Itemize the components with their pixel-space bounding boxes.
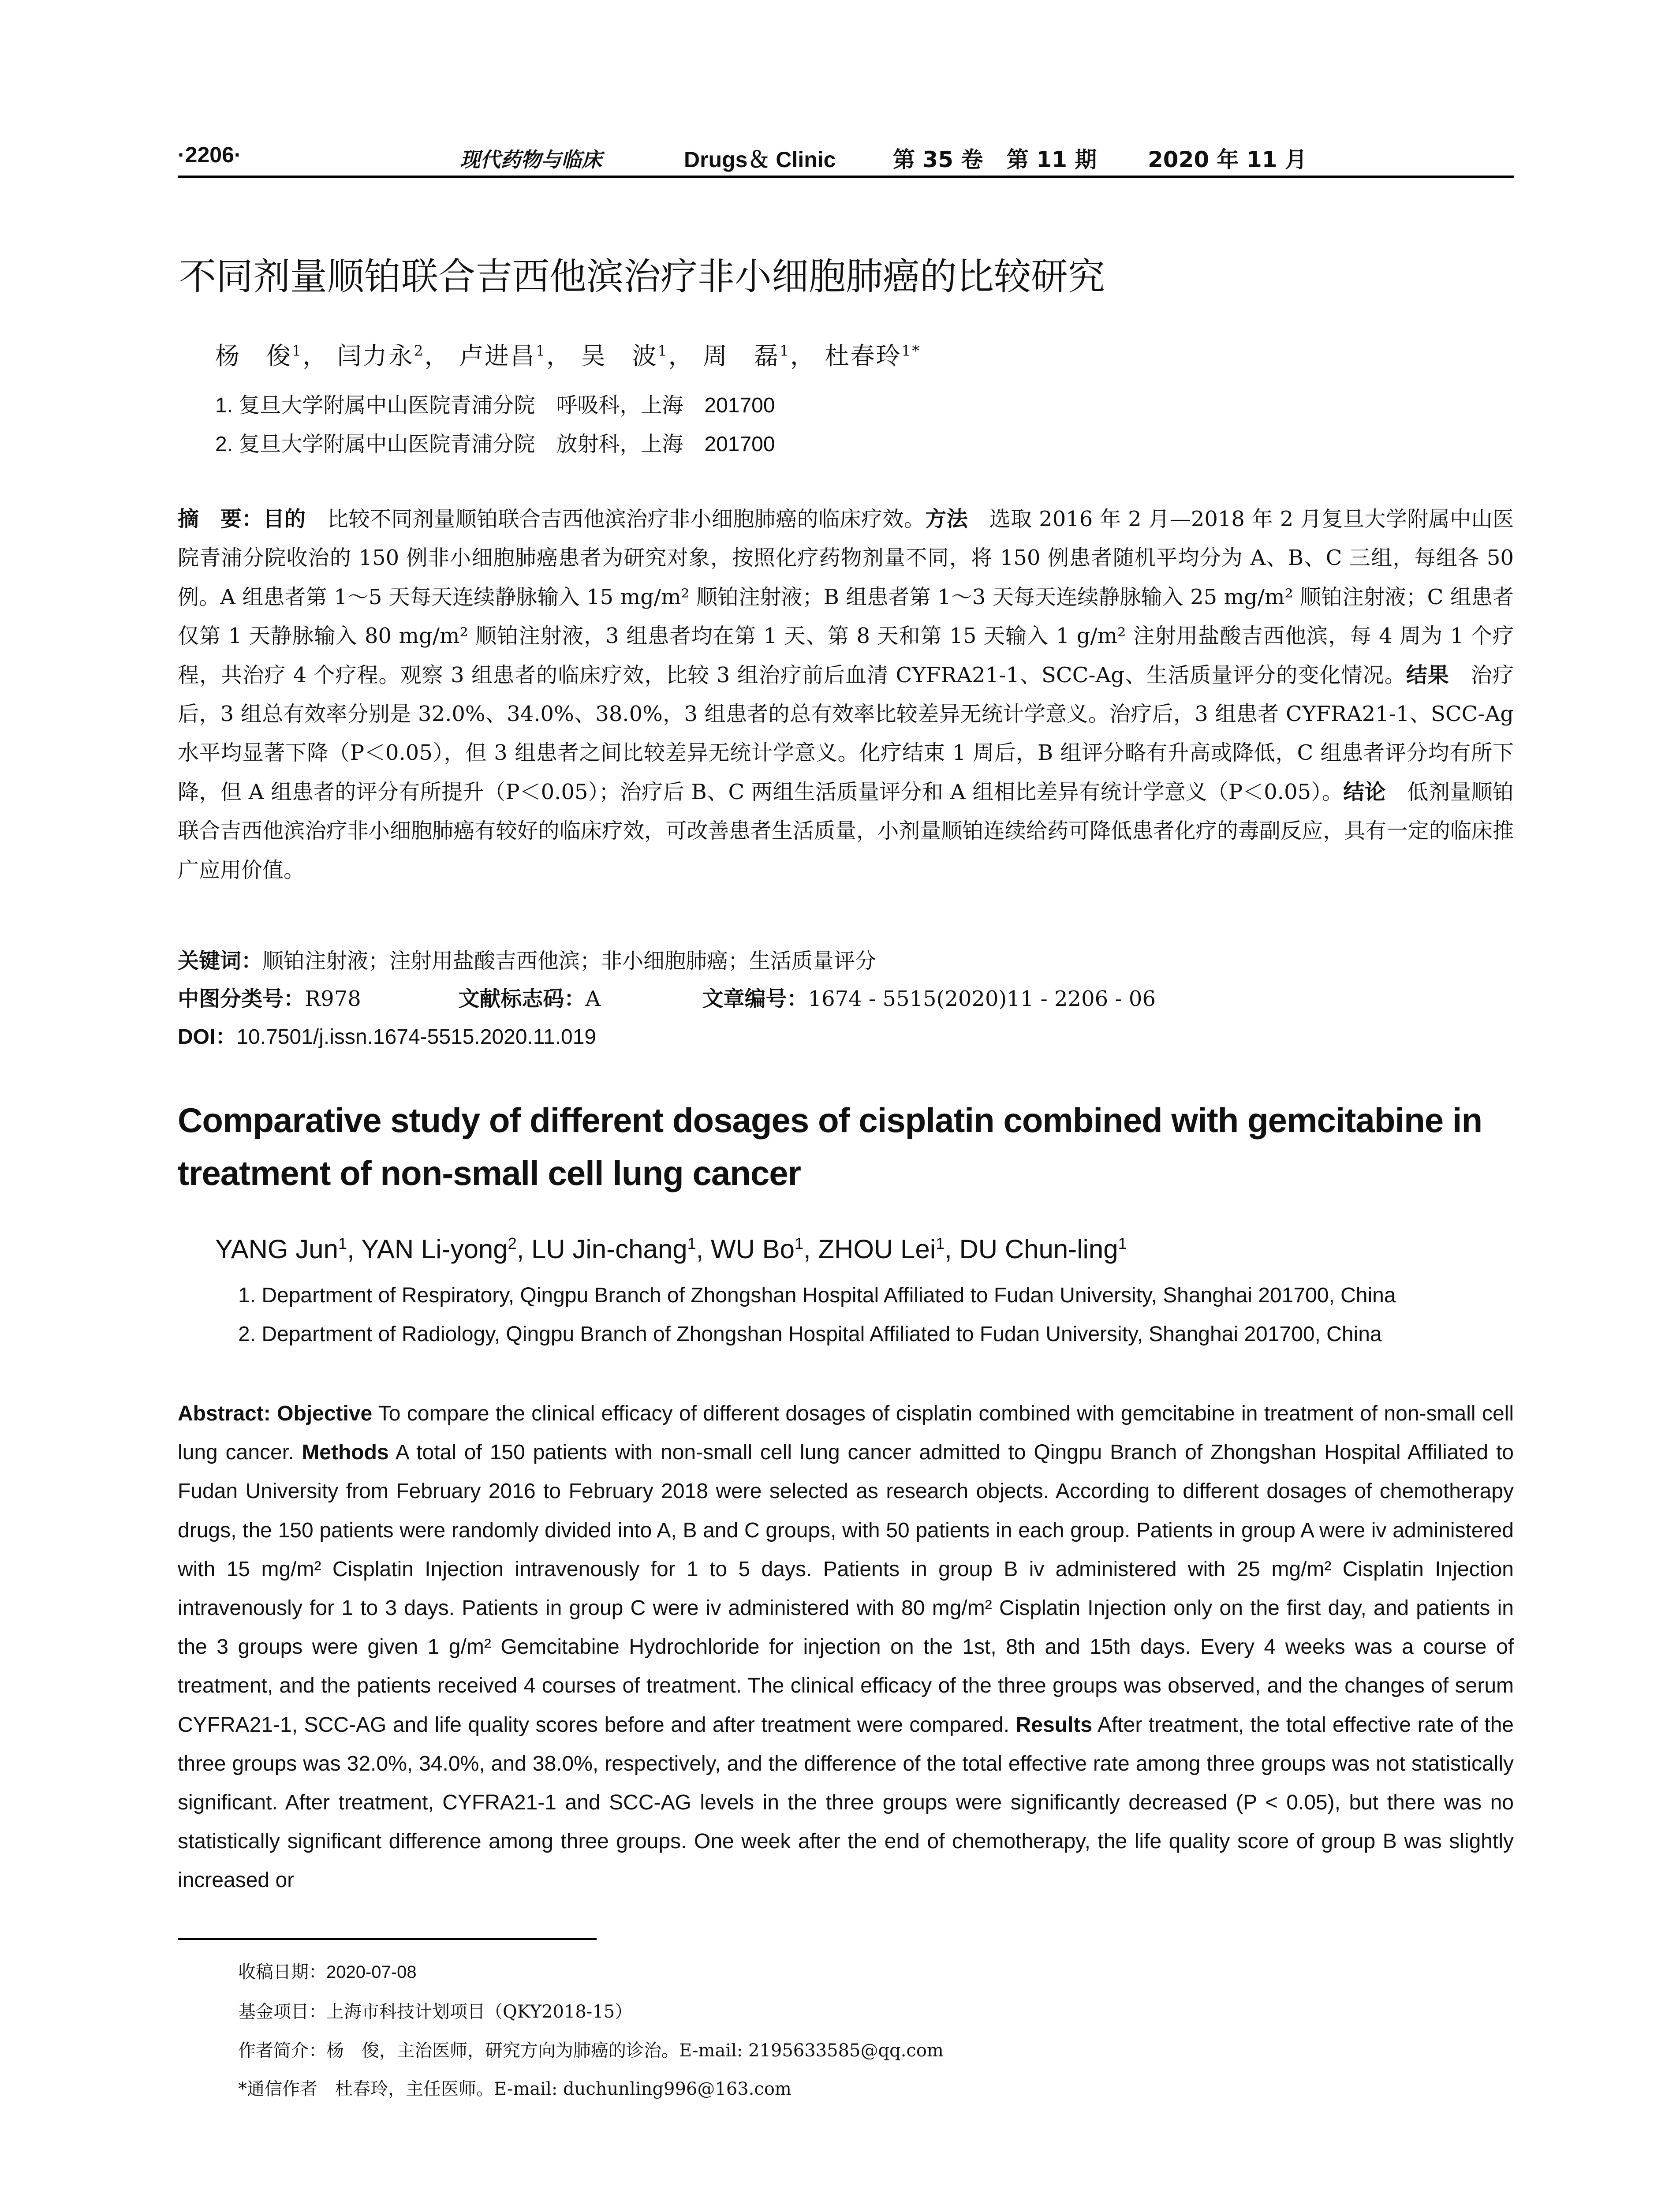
english-abstract — [178, 1394, 1514, 1900]
abstract-label: 摘 要： — [178, 507, 263, 531]
author-affiliation-mark: 1 — [338, 1234, 347, 1252]
objective-label: Objective — [277, 1402, 373, 1425]
footnote-received — [238, 1958, 417, 1983]
methods-label: Methods — [302, 1441, 389, 1465]
author-name: 卢进昌 — [459, 342, 536, 370]
issue: 第 11 期 — [1007, 147, 1097, 172]
methods-text: 选取 2016 年 2 月—2018 年 2 月复旦大学附属中山医院青浦分院收治的 150 例非小细胞肺癌患者为研究对象，按照化疗药物剂量不同，将 150 例患者随机平均分为 A、B、C 三组，每组各 50 例。A 组患者第 1～5 天每天连续静脉输入 15 mg/m² 顺铂注射液；B 组患者第 1～3 天每天连续静脉输入 25 mg/m² 顺铂注射液；C 组患者仅第 1 天静脉输入 80 mg/m² 顺铂注射液，3 组患者均在第 1 天、第 8 天和第 15 天输入 1 g/m² 注射用盐酸吉西他滨，每 4 周为 1 个疗程，共治疗 4 个疗程。观察 3 组患者的临床疗效，比较 3 组治疗前后血清 CYFRA21-1、SCC-Ag、生活质量评分的变化情况。 — [178, 507, 1514, 688]
author-bio-label: 作者简介： — [238, 2041, 326, 2061]
methods-label: 方法 — [925, 507, 968, 531]
footnote-author — [238, 2037, 944, 2062]
classification-line — [178, 982, 1156, 1012]
author-name: 闫力永 — [337, 342, 414, 370]
author-bio-text: 杨 俊，主治医师，研究方向为肺癌的诊治。E-mail: 2195633585@qq.com — [326, 2041, 944, 2061]
english-affiliation: 2. Department of Radiology, Qingpu Branch of Zhongshan Hospital Affiliated to Fudan University, Shanghai 201700, China — [238, 1323, 1382, 1346]
author-affiliation-mark: 1 — [536, 342, 547, 359]
fund-label: 基金项目： — [238, 2002, 326, 2022]
author-name: 吴 波 — [581, 342, 658, 370]
chinese-affiliation: 2. 复旦大学附属中山医院青浦分院 放射科，上海 201700 — [215, 433, 775, 456]
author-name: ZHOU Lei — [818, 1234, 936, 1264]
doi-value: 10.7501/j.issn.1674-5515.2020.11.019 — [236, 1025, 597, 1049]
author-name: LU Jin-chang — [531, 1234, 687, 1264]
author-affiliation-mark: 1 — [292, 342, 303, 359]
clc-value: R978 — [305, 987, 361, 1011]
author-affiliation-mark: 1* — [901, 342, 921, 359]
author-name: 杜春玲 — [825, 342, 902, 370]
chinese-abstract — [178, 500, 1514, 889]
keywords-label: 关键词： — [178, 949, 263, 973]
footnote-corresponding — [238, 2075, 791, 2100]
conclusion-text: 低剂量顺铂联合吉西他滨治疗非小细胞肺癌有较好的临床疗效，可改善患者生活质量，小剂量顺铂连续给药可降低患者化疗的毒副反应，具有一定的临床推广应用价值。 — [178, 779, 1514, 882]
article-no-label: 文章编号： — [702, 987, 808, 1011]
author-affiliation-mark: 2 — [508, 1234, 517, 1252]
author-name: WU Bo — [710, 1234, 795, 1264]
keywords-text: 顺铂注射液；注射用盐酸吉西他滨；非小细胞肺癌；生活质量评分 — [262, 949, 877, 973]
author-name: 周 磊 — [703, 342, 780, 370]
english-title: Comparative study of different dosages of cisplatin combined with gemcitabine in treatment of non-small cell lung cancer — [178, 1101, 1482, 1192]
volume: 第 35 卷 — [893, 147, 983, 172]
corresponding-label: *通信作者 — [238, 2079, 317, 2099]
footnote-rule — [178, 1938, 597, 1940]
abstract-label: Abstract: — [178, 1402, 271, 1425]
english-affiliation: 1. Department of Respiratory, Qingpu Branch of Zhongshan Hospital Affiliated to Fudan University, Shanghai 201700, China — [238, 1284, 1396, 1307]
author-name: 杨 俊 — [215, 342, 292, 370]
results-label: Results — [1015, 1713, 1093, 1737]
journal-name-en: Drugs＆ Clinic — [684, 147, 836, 172]
running-header — [178, 140, 1514, 172]
author-affiliation-mark: 1 — [794, 1234, 804, 1252]
author-name: DU Chun-ling — [959, 1234, 1118, 1264]
methods-text: A total of 150 patients with non-small cell lung cancer admitted to Qingpu Branch of Zhongshan Hospital Affiliated to Fudan University from February 2016 to February 2018 were selected as research objects. According to different dosages of chemotherapy drugs, the 150 patients were randomly divided into A, B and C groups, with 50 patients in each group. Patients in group A were iv administered with 15 mg/m² Cisplatin Injection intravenously for 1 to 5 days. Patients in group B iv administered with 25 mg/m² Cisplatin Injection intravenously for 1 to 3 days. Patients in group C were iv administered with 80 mg/m² Cisplatin Injection only on the first day, and patients in the 3 groups were given 1 g/m² Gemcitabine Hydrochloride for injection on the 1st, 8th and 15th days. Every 4 weeks was a course of treatment, and the patients received 4 courses of treatment. The clinical efficacy of the three groups was observed, and the changes of serum CYFRA21-1, SCC-AG and life quality scores before and after treatment were compared. — [178, 1441, 1514, 1737]
chinese-affiliation: 1. 复旦大学附属中山医院青浦分院 呼吸科，上海 201700 — [215, 394, 775, 417]
author-name: YANG Jun — [215, 1234, 338, 1264]
doc-code-value: A — [585, 987, 601, 1011]
keywords — [178, 944, 876, 974]
received-date: 2020-07-08 — [326, 1962, 417, 1982]
doc-code-label: 文献标志码： — [458, 987, 586, 1011]
objective-text: To compare the clinical efficacy of different dosages of cisplatin combined with gemcitabine in treatment of non-small cell lung cancer. — [178, 1402, 1514, 1465]
objective-label: 目的 — [263, 507, 306, 531]
header-rule — [178, 176, 1514, 178]
author-affiliation-mark: 2 — [414, 342, 425, 359]
received-label: 收稿日期： — [238, 1962, 326, 1982]
clc-label: 中图分类号： — [178, 987, 305, 1011]
author-affiliation-mark: 1 — [687, 1234, 696, 1252]
author-affiliation-mark: 1 — [936, 1234, 945, 1252]
author-affiliation-mark: 1 — [780, 342, 791, 359]
chinese-title: 不同剂量顺铂联合吉西他滨治疗非小细胞肺癌的比较研究 — [179, 255, 1105, 298]
doi-line — [178, 1020, 596, 1050]
corresponding-text: 杜春玲，主任医师。E-mail: duchunling996@163.com — [317, 2079, 791, 2099]
results-text: After treatment, the total effective rate of the three groups was 32.0%, 34.0%, and 38.0%, respectively, and the difference of the total effective rate among three groups was not statistically significant. After treatment, CYFRA21-1 and SCC-AG levels in the three groups were significantly decreased (P < 0.05), but there was no statistically significant difference among three groups. One week after the end of chemotherapy, the life quality score of group B was slightly increased or — [178, 1713, 1514, 1892]
author-affiliation-mark: 1 — [657, 342, 668, 359]
article-no-value: 1674 - 5515(2020)11 - 2206 - 06 — [808, 987, 1156, 1011]
results-text: 治疗后，3 组总有效率分别是 32.0%、34.0%、38.0%，3 组患者的总有效率比较差异无统计学意义。治疗后，3 组患者 CYFRA21-1、SCC-Ag 水平均显著下降（P＜0.05），但 3 组患者之间比较差异无统计学意义。化疗结束 1 周后，B 组评分略有升高或降低，C 组患者评分均有所下降，但 A 组患者的评分有所提升（P＜0.05）；治疗后 B、C 两组生活质量评分和 A 组相比差异有统计学意义（P＜0.05）。 — [178, 662, 1514, 804]
footnote-fund — [238, 1998, 632, 2023]
page-number: ·2206· — [178, 142, 242, 167]
doi-label: DOI： — [178, 1025, 237, 1049]
fund-text: 上海市科技计划项目（QKY2018-15） — [326, 2002, 633, 2022]
author-affiliation-mark: 1 — [1118, 1234, 1127, 1252]
conclusion-label: 结论 — [1343, 779, 1386, 804]
issue-date: 2020 年 11 月 — [1148, 147, 1307, 172]
results-label: 结果 — [1406, 662, 1449, 688]
journal-name-cn: 现代药物与临床 — [460, 148, 602, 172]
objective-text: 比较不同剂量顺铂联合吉西他滨治疗非小细胞肺癌的临床疗效。 — [306, 507, 926, 531]
author-name: YAN Li-yong — [361, 1234, 508, 1264]
english-authors: YANG Jun$^1$, YAN Li-yong$^2$, LU Jin-chang$^1$, WU Bo$^1$, ZHOU Lei$^1$, DU Chun-ling$^1$ — [215, 1234, 1127, 1264]
chinese-authors: 杨 俊$^1$， 闫力永$^2$， 卢进昌$^1$， 吴 波$^1$， 周 磊$^1$， 杜春玲$^{1*}$ — [215, 342, 921, 370]
